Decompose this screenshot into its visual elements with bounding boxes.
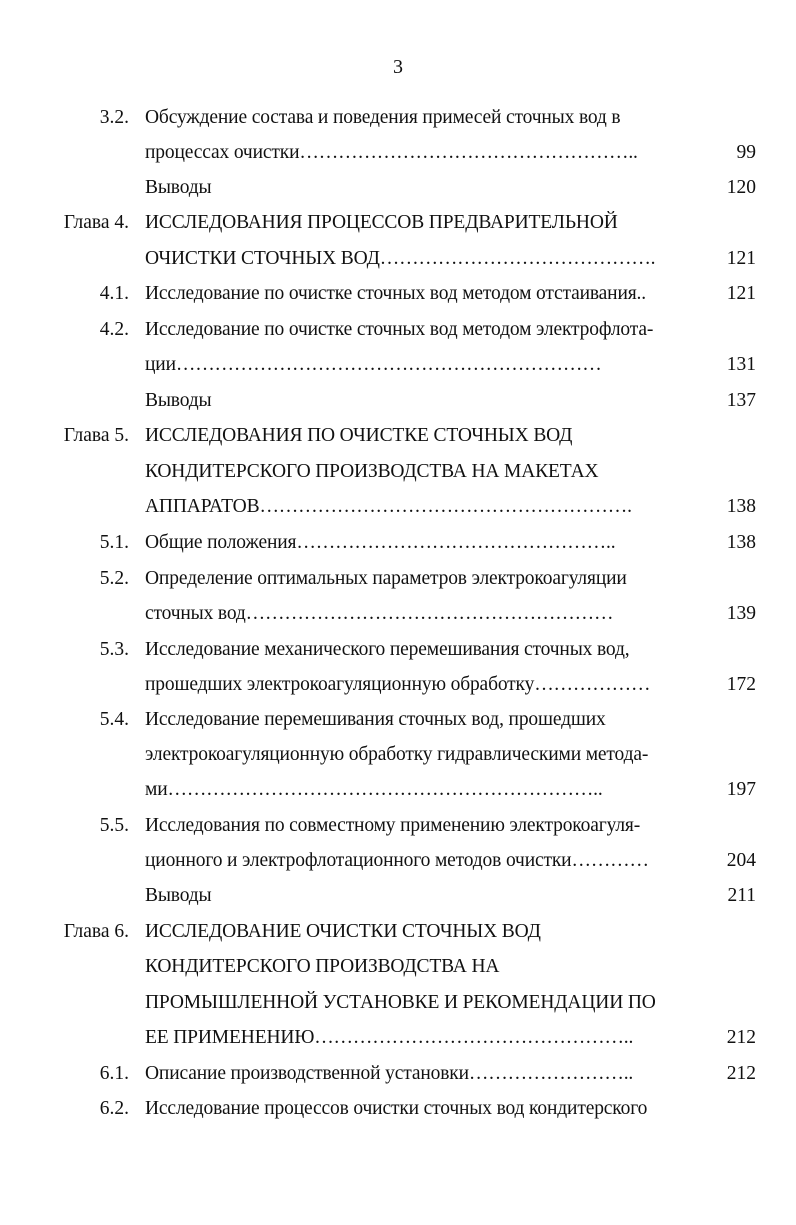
toc-title: ПРОМЫШЛЕННОЙ УСТАНОВКЕ И РЕКОМЕНДАЦИИ ПО	[145, 992, 656, 1013]
toc-line	[0, 599, 796, 629]
toc-title: Описание производственной установки……………………..	[145, 1063, 634, 1084]
toc-number: Глава 5.	[63, 425, 129, 446]
toc-title: Обсуждение состава и поведения примесей сточных вод в	[145, 107, 621, 128]
toc-number: 4.2.	[99, 319, 129, 340]
toc-conclusions	[0, 173, 796, 203]
toc-title: ИССЛЕДОВАНИЯ ПО ОЧИСТКЕ СТОЧНЫХ ВОД	[145, 425, 573, 446]
toc-page: 204	[726, 850, 756, 871]
toc-title: ми…………………………………………………………..	[145, 779, 603, 800]
toc-title: Определение оптимальных параметров электрокоагуляции	[145, 568, 627, 589]
toc-title: ИССЛЕДОВАНИЯ ПРОЦЕССОВ ПРЕДВАРИТЕЛЬНОЙ	[145, 212, 618, 233]
toc-line	[0, 492, 796, 522]
toc-chapter-4	[0, 208, 796, 238]
toc-title: Выводы	[145, 177, 212, 198]
toc-number: 6.1.	[99, 1063, 129, 1084]
toc-number: Глава 4.	[63, 212, 129, 233]
toc-page: 212	[726, 1063, 756, 1084]
toc-entry-6-2	[0, 1094, 796, 1124]
toc-page: 211	[727, 885, 756, 906]
toc-number: 5.2.	[99, 568, 129, 589]
toc-page: 212	[726, 1027, 756, 1048]
toc-title: ционного и электрофлотационного методов очистки…………	[145, 850, 649, 871]
toc-page: 138	[726, 496, 756, 517]
toc-page: 121	[726, 248, 756, 269]
toc-number: 4.1.	[99, 283, 129, 304]
toc-title: Выводы	[145, 885, 212, 906]
toc-entry-5-5	[0, 811, 796, 841]
toc-number: Глава 6.	[63, 921, 129, 942]
toc-title: ОЧИСТКИ СТОЧНЫХ ВОД…………………………………….	[145, 248, 656, 269]
toc-page: 99	[736, 142, 756, 163]
toc-number: 3.2.	[99, 107, 129, 128]
toc-page: 172	[726, 674, 756, 695]
toc-page: 121	[726, 283, 756, 304]
toc-number: 5.5.	[99, 815, 129, 836]
toc-line	[0, 952, 796, 982]
toc-title: прошедших электрокоагуляционную обработку………………	[145, 674, 651, 695]
toc-entry-5-2	[0, 564, 796, 594]
toc-chapter-6	[0, 917, 796, 947]
toc-title: Выводы	[145, 390, 212, 411]
toc-line	[0, 1023, 796, 1053]
toc-number: 5.1.	[99, 532, 129, 553]
toc-page: 139	[726, 603, 756, 624]
toc-title: Исследование перемешивания сточных вод, прошедших	[145, 709, 606, 730]
toc-line	[0, 457, 796, 487]
toc-title: КОНДИТЕРСКОГО ПРОИЗВОДСТВА НА МАКЕТАХ	[145, 461, 599, 482]
toc-title: электрокоагуляционную обработку гидравлическими метода-	[145, 744, 649, 765]
toc-conclusions	[0, 386, 796, 416]
toc-entry-4-1	[0, 279, 796, 309]
toc-number: 5.3.	[99, 639, 129, 660]
toc-entry-5-4	[0, 705, 796, 735]
toc-number: 6.2.	[99, 1098, 129, 1119]
toc-title: процессах очистки……………………………………………..	[145, 142, 638, 163]
toc-conclusions	[0, 881, 796, 911]
toc-title: АППАРАТОВ………………………………………………….	[145, 496, 632, 517]
toc-line	[0, 775, 796, 805]
toc-title: ции…………………………………………………………	[145, 354, 602, 375]
toc-line	[0, 244, 796, 274]
toc-entry-5-1	[0, 528, 796, 558]
toc-line	[0, 988, 796, 1018]
toc-line	[0, 740, 796, 770]
toc-page: 131	[726, 354, 756, 375]
toc-page: 138	[726, 532, 756, 553]
toc-line	[0, 138, 796, 168]
toc-page: 137	[726, 390, 756, 411]
toc-title: Исследования по совместному применению электрокоагуля-	[145, 815, 641, 836]
toc-number: 5.4.	[99, 709, 129, 730]
toc-title: Общие положения…………………………………………..	[145, 532, 616, 553]
toc-title: ИССЛЕДОВАНИЕ ОЧИСТКИ СТОЧНЫХ ВОД	[145, 921, 541, 942]
toc-title: КОНДИТЕРСКОГО ПРОИЗВОДСТВА НА	[145, 956, 500, 977]
toc-line	[0, 350, 796, 380]
toc-title: сточных вод…………………………………………………	[145, 603, 614, 624]
toc-line	[0, 670, 796, 700]
page-number: 3	[393, 56, 403, 78]
toc-entry-6-1	[0, 1059, 796, 1089]
toc-line	[0, 846, 796, 876]
toc-title: Исследование по очистке сточных вод методом электрофлота-	[145, 319, 654, 340]
toc-entry-5-3	[0, 635, 796, 665]
toc-title: Исследование механического перемешивания сточных вод,	[145, 639, 630, 660]
toc-chapter-5	[0, 421, 796, 451]
toc-page: 120	[726, 177, 756, 198]
toc-entry-3-2	[0, 103, 796, 133]
toc-title: Исследование процессов очистки сточных вод кондитерского	[145, 1098, 648, 1119]
toc-page: 197	[726, 779, 756, 800]
toc-entry-4-2	[0, 315, 796, 345]
toc-title: Исследование по очистке сточных вод методом отстаивания..	[145, 283, 647, 304]
toc-title: ЕЕ ПРИМЕНЕНИЮ…………………………………………..	[145, 1027, 634, 1048]
